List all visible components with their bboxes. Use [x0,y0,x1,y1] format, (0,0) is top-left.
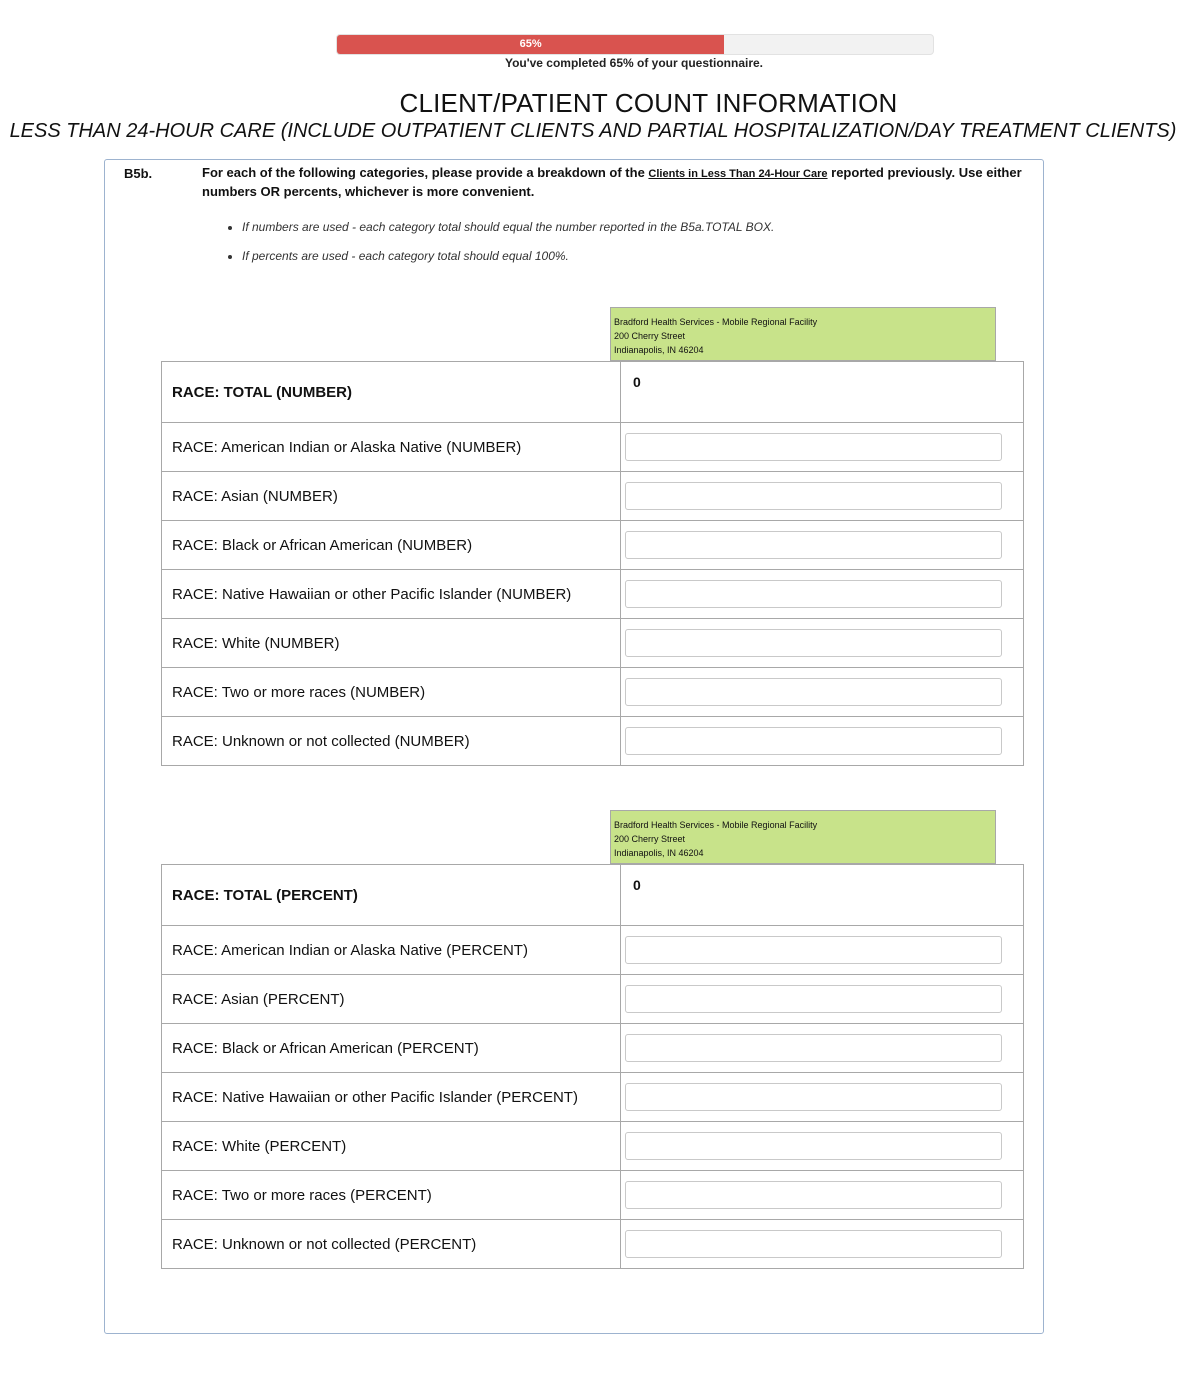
unknown-percent-input[interactable] [625,1230,1002,1258]
instruction-list [220,220,1042,278]
question-link-text: Clients in Less Than 24-Hour Care [648,168,828,180]
table-row [162,975,1024,1024]
facility-street: 200 Cherry Street [614,331,686,341]
table-row [162,1073,1024,1122]
two-or-more-percent-input[interactable] [625,1181,1002,1209]
table-row [162,717,1024,766]
facility-header [610,307,996,361]
table-row-total [162,865,1024,926]
question-text [202,164,1042,201]
black-percent-input[interactable] [625,1034,1002,1062]
total-label: RACE: TOTAL (NUMBER) [162,362,621,423]
table-row [162,619,1024,668]
row-label: RACE: Asian (NUMBER) [162,472,621,521]
white-number-input[interactable] [625,629,1002,657]
question-text-after: reported previously. Use either numbers OR percents, whichever is more convenient. [202,165,1022,199]
table-row [162,926,1024,975]
total-value: 0 [621,362,1024,423]
asian-number-input[interactable] [625,482,1002,510]
black-number-input[interactable] [625,531,1002,559]
row-label: RACE: Black or African American (NUMBER) [162,521,621,570]
row-label: RACE: Asian (PERCENT) [162,975,621,1024]
number-table [161,361,1024,766]
table-row-total [162,362,1024,423]
question-text-before: For each of the following categories, please provide a breakdown of the [202,165,649,180]
facility-name: Bradford Health Services - Mobile Regional Facility [614,820,818,830]
instruction-item: • If numbers are used - each category total should equal the number reported in the B5a.TOTAL BOX. [242,220,1042,235]
table-row [162,472,1024,521]
table-row [162,1171,1024,1220]
instruction-item: • If percents are used - each category total should equal 100%. [242,249,1042,264]
table-row [162,423,1024,472]
total-value: 0 [621,865,1024,926]
row-label: RACE: Native Hawaiian or other Pacific Islander (PERCENT) [162,1073,621,1122]
facility-header [610,810,996,864]
row-label: RACE: Unknown or not collected (PERCENT) [162,1220,621,1269]
american-indian-percent-input[interactable] [625,936,1002,964]
row-label: RACE: Black or African American (PERCENT) [162,1024,621,1073]
white-percent-input[interactable] [625,1132,1002,1160]
progress-bar-label: 65% [519,38,542,50]
table-row [162,1220,1024,1269]
row-label: RACE: Two or more races (NUMBER) [162,668,621,717]
pacific-islander-number-input[interactable] [625,580,1002,608]
asian-percent-input[interactable] [625,985,1002,1013]
question-number: B5b. [124,166,153,181]
american-indian-number-input[interactable] [625,433,1002,461]
page-title: CLIENT/PATIENT COUNT INFORMATION [399,88,898,118]
row-label: RACE: Unknown or not collected (NUMBER) [162,717,621,766]
table-row [162,668,1024,717]
row-label: RACE: Native Hawaiian or other Pacific Islander (NUMBER) [162,570,621,619]
table-row [162,521,1024,570]
facility-name: Bradford Health Services - Mobile Regional Facility [614,317,818,327]
total-label: RACE: TOTAL (PERCENT) [162,865,621,926]
progress-text: You've completed 65% of your questionnaire. [504,56,764,70]
facility-city: Indianapolis, IN 46204 [614,345,704,355]
table-row [162,1024,1024,1073]
row-label: RACE: Two or more races (PERCENT) [162,1171,621,1220]
progress-bar [336,34,934,55]
facility-city: Indianapolis, IN 46204 [614,848,704,858]
unknown-number-input[interactable] [625,727,1002,755]
percent-table [161,864,1024,1269]
two-or-more-number-input[interactable] [625,678,1002,706]
pacific-islander-percent-input[interactable] [625,1083,1002,1111]
table-row [162,570,1024,619]
row-label: RACE: American Indian or Alaska Native (NUMBER) [162,423,621,472]
facility-street: 200 Cherry Street [614,834,686,844]
row-label: RACE: American Indian or Alaska Native (PERCENT) [162,926,621,975]
row-label: RACE: White (PERCENT) [162,1122,621,1171]
table-row [162,1122,1024,1171]
page-subtitle: LESS THAN 24-HOUR CARE (INCLUDE OUTPATIENT CLIENTS AND PARTIAL HOSPITALIZATION/DAY TREATMENT CLIENTS) [9,120,1177,142]
progress-fill [337,35,724,54]
row-label: RACE: White (NUMBER) [162,619,621,668]
